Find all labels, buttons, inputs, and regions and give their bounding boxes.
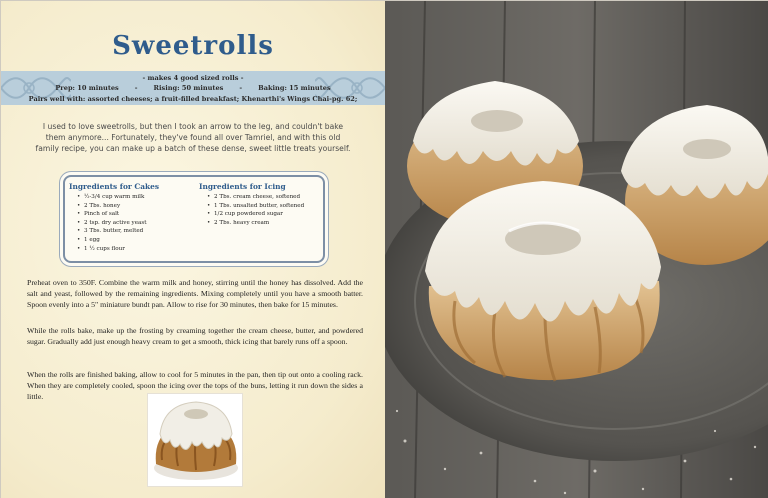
timing-line [1, 84, 385, 92]
instruction-paragraph: While the rolls bake, make up the frosting by creaming together the cream cheese, butter, and powdered sugar. Gradually add just enough heavy cream to get a smooth, thick icing that barely runs off a spoon. [27, 326, 363, 346]
list-item: • 2 Tbs. heavy cream [207, 219, 323, 228]
instruction-paragraph: When the rolls are finished baking, allow to cool for 5 minutes in the pan, then tip out onto a cooling rack. When they are completely cooled, spoon the icing over the tops of the buns, letting it run down the sides a little. [27, 370, 363, 401]
icing-ingredients [199, 182, 323, 227]
list-item: • 1 egg [77, 236, 197, 245]
list-item: • 1 Tbs. unsalted butter, softened [207, 202, 323, 211]
list-item: • 1/2 cup powdered sugar [207, 210, 323, 219]
icing-ingredients-heading: Ingredients for Icing [199, 182, 286, 191]
separator: - [239, 84, 243, 92]
list-item: • 2 Tbs. honey [77, 202, 197, 211]
instruction-paragraph: Preheat oven to 350F. Combine the warm milk and honey, stirring until the honey has dissolved. Add the salt and yeast, followed by the remaining ingredients. Mixing completely until you have a smooth batter. Spoon evenly into a 5" miniature bundt pan. Allow to rise for 30 minutes, then bake for 15 minutes. [27, 278, 363, 309]
list-item: • Pinch of salt [77, 210, 197, 219]
sweetroll-front [425, 181, 661, 381]
sweetrolls-photo [385, 1, 768, 498]
cake-ingredient-list [77, 193, 197, 253]
rising-time: Rising: 50 minutes [153, 84, 224, 92]
recipe-page [1, 1, 385, 498]
yield-line: - makes 4 good sized rolls - [142, 74, 244, 82]
list-item: • 2 tsp. dry active yeast [77, 219, 197, 228]
pairing-line: Pairs well with: assorted cheeses; a fruit-filled breakfast; Khenarthi's Wings Chai-pg. 62; [28, 95, 358, 103]
list-item: • 2 Tbs. cream cheese, softened [207, 193, 323, 202]
list-item: • ½-3/4 cup warm milk [77, 193, 197, 202]
intro-text: I used to love sweetrolls, but then I took an arrow to the leg, and couldn't bake them anymore... Fortunately, they've found all over Tamriel, and with this old family recipe, you can make up a batch of these dense, sweet little treats yourself. [35, 122, 351, 153]
cake-ingredients [69, 182, 197, 253]
baking-time: Baking: 15 minutes [258, 84, 331, 92]
prep-time: Prep: 10 minutes [55, 84, 119, 92]
photo-illustration [385, 1, 768, 498]
separator: - [134, 84, 138, 92]
info-band [1, 71, 385, 105]
ingredients-box [63, 175, 325, 263]
cake-ingredients-heading: Ingredients for Cakes [69, 182, 160, 191]
recipe-title: Sweetrolls [112, 31, 274, 61]
icing-ingredient-list [207, 193, 323, 227]
sweetroll-illustration [147, 393, 243, 487]
list-item: • 3 Tbs. butter, melted [77, 227, 197, 236]
sweetroll-icon [148, 394, 244, 488]
list-item: • 1 ½ cups flour [77, 245, 197, 254]
